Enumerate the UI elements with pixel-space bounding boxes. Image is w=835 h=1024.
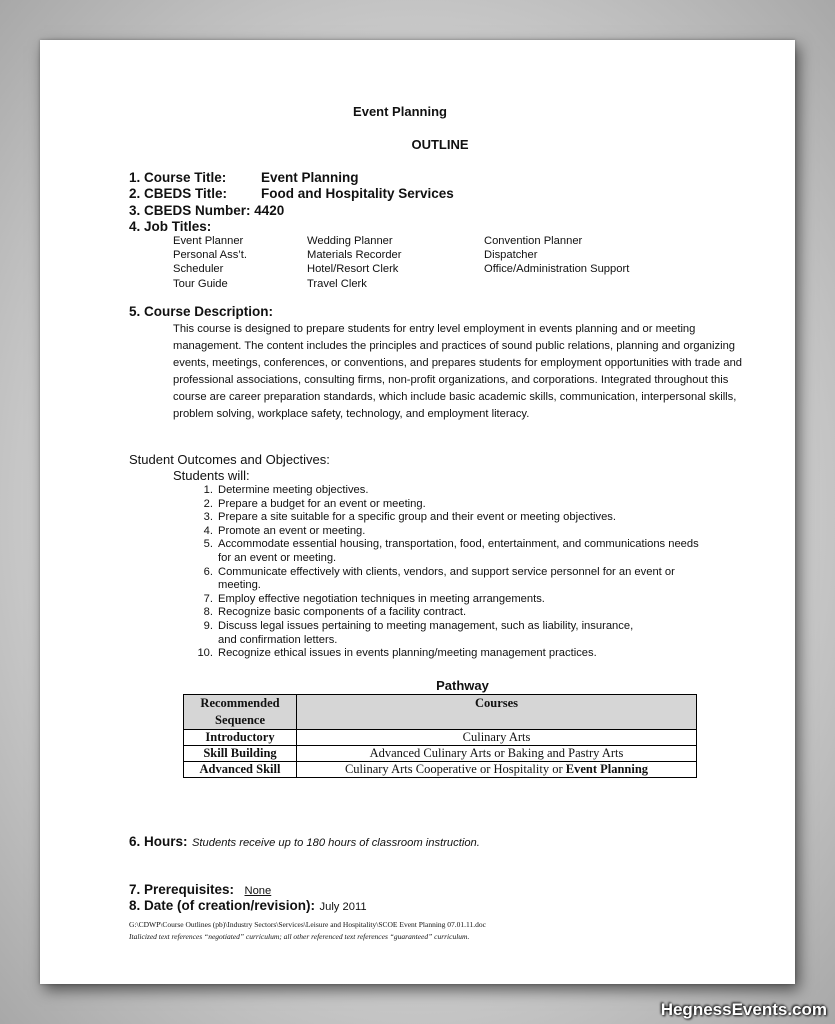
table-header-row xyxy=(184,695,697,730)
footer-file-path: G:\CDWP\Course Outlines (pb)\Industry Sectors\Services\Leisure and Hospitality\SCOE Event Planning 07.01.11.doc xyxy=(129,920,486,929)
date-section xyxy=(129,897,367,915)
list-item: 4. Promote an event or meeting. xyxy=(203,524,366,537)
table-cell: Introductory xyxy=(184,730,297,746)
table-header-cell: Courses xyxy=(297,695,697,730)
list-item: 2. Prepare a budget for an event or meeting. xyxy=(203,497,426,510)
hours-label: 6. Hours: xyxy=(129,834,188,849)
date-value: July 2011 xyxy=(319,901,367,913)
list-item: 9. Discuss legal issues pertaining to meeting management, such as liability, insurance, and confirmation letters. xyxy=(203,619,634,646)
hours-section xyxy=(129,833,480,851)
course-title-value: Event Planning xyxy=(261,170,359,185)
prerequisites-value: None xyxy=(244,885,272,897)
table-cell: Advanced Skill xyxy=(184,762,297,778)
date-label: 8. Date (of creation/revision): xyxy=(129,898,316,913)
course-description-text: This course is designed to prepare students for entry level employment in events planning and or meeting management. The content includes the principles and practices of sound public relations, planning and organizing events, meetings, conferences, or conventions, and prepares students for employment opportunities with trade and professional associations, consulting firms, non-profit organizations, and corporations. Integrated throughout this course are career preparation standards, which include basic academic skills, communication, interpersonal skills, problem solving, workplace safety, technology, and employment literacy. xyxy=(173,323,743,420)
course-description-label: 5. Course Description: xyxy=(129,304,274,319)
table-row xyxy=(184,730,697,746)
pathway-title: Pathway xyxy=(436,678,489,693)
job-title: Event Planner xyxy=(173,235,244,247)
table-cell: Advanced Culinary Arts or Baking and Pastry Arts xyxy=(297,746,697,762)
table-header-cell: Recommended Sequence xyxy=(184,695,297,730)
job-title: Scheduler xyxy=(173,263,224,275)
job-title: Dispatcher xyxy=(484,249,538,261)
list-item: 5. Accommodate essential housing, transportation, food, entertainment, and communications needs for an event or meeting. xyxy=(203,538,699,564)
job-title: Personal Ass’t. xyxy=(173,249,247,261)
list-item: 3. Prepare a site suitable for a specific group and their event or meeting objectives. xyxy=(203,511,616,524)
table-row xyxy=(184,746,697,762)
outcomes-list xyxy=(195,484,765,661)
table-cell: Culinary Arts xyxy=(297,730,697,746)
job-titles-label: 4. Job Titles: xyxy=(129,219,212,234)
footer-note: Italicized text references “negotiated” curriculum; all other referenced text references “guaranteed” curriculum. xyxy=(129,932,470,941)
job-title: Tour Guide xyxy=(173,278,228,290)
list-item: 1. Determine meeting objectives. xyxy=(203,484,369,496)
cbeds-title-value: Food and Hospitality Services xyxy=(261,186,454,201)
table-row xyxy=(184,762,697,778)
pathway-table xyxy=(183,694,697,778)
job-title: Convention Planner xyxy=(484,235,583,247)
watermark-text: HegnessEvents.com xyxy=(660,1000,827,1019)
table-cell: Skill Building xyxy=(184,746,297,762)
course-title-label: 1. Course Title: xyxy=(129,170,227,185)
cbeds-number: 3. CBEDS Number: 4420 xyxy=(129,203,285,218)
list-item: 10. Recognize ethical issues in events planning/meeting management practices. xyxy=(197,647,597,660)
outline-heading: OUTLINE xyxy=(411,137,469,152)
hours-text: Students receive up to 180 hours of classroom instruction. xyxy=(191,837,480,849)
list-item: 8. Recognize basic components of a facility contract. xyxy=(203,606,467,619)
cbeds-title-label: 2. CBEDS Title: xyxy=(129,186,228,201)
job-title: Travel Clerk xyxy=(307,278,367,290)
job-title: Office/Administration Support xyxy=(484,263,630,275)
document-title: Event Planning xyxy=(353,104,447,119)
list-item: 6. Communicate effectively with clients, vendors, and support service personnel for an event or meeting. xyxy=(203,565,675,592)
table-cell: Culinary Arts Cooperative or Hospitality or Event Planning xyxy=(297,762,697,778)
job-title: Hotel/Resort Clerk xyxy=(307,263,399,275)
job-title: Wedding Planner xyxy=(307,235,393,247)
outcomes-intro: Students will: xyxy=(173,468,250,483)
outcomes-heading: Student Outcomes and Objectives: xyxy=(129,452,330,467)
list-item: 7. Employ effective negotiation techniques in meeting arrangements. xyxy=(203,592,545,605)
prerequisites-label: 7. Prerequisites: xyxy=(129,882,235,897)
job-title: Materials Recorder xyxy=(307,249,402,261)
